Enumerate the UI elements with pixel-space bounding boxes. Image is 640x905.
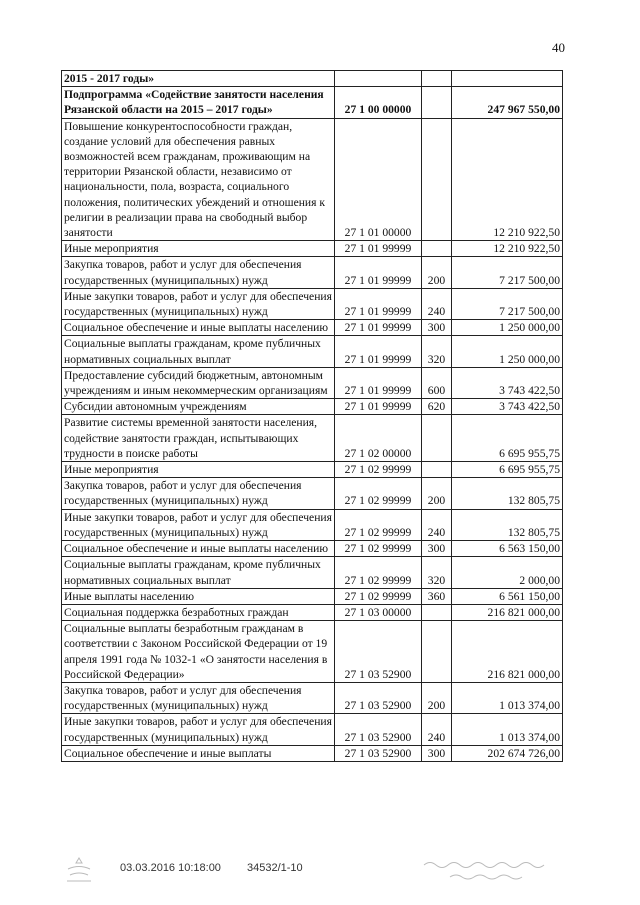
row-name: Повышение конкурентоспособности граждан, создание условий для обеспечения равных возможностей всем гражданам, проживающим на территории Рязанской области, независимо от национальности, пола, возраста, социального положения, политических убеждений и отношения к религии в реализации права на свободный выбор занятости — [62, 118, 335, 241]
row-vr: 360 — [422, 588, 452, 604]
row-code: 27 1 01 99999 — [335, 399, 422, 415]
row-name: Социальная поддержка безработных граждан — [62, 604, 335, 620]
budget-table-body — [62, 71, 563, 762]
row-sum: 202 674 726,00 — [452, 745, 563, 761]
row-sum: 7 217 500,00 — [452, 288, 563, 319]
budget-table — [61, 70, 563, 762]
signature-mark — [420, 855, 560, 883]
table-row — [62, 241, 563, 257]
table-row — [62, 367, 563, 398]
table-row — [62, 118, 563, 241]
row-name: Иные закупки товаров, работ и услуг для обеспечения государственных (муниципальных) нужд — [62, 509, 335, 540]
table-row — [62, 336, 563, 367]
table-row — [62, 257, 563, 288]
row-code: 27 1 03 52900 — [335, 714, 422, 745]
row-vr — [422, 462, 452, 478]
table-row — [62, 541, 563, 557]
row-sum: 12 210 922,50 — [452, 118, 563, 241]
row-sum: 6 695 955,75 — [452, 462, 563, 478]
row-vr — [422, 118, 452, 241]
page-number: 40 — [552, 40, 565, 55]
row-name: Иные выплаты населению — [62, 588, 335, 604]
table-row — [62, 604, 563, 620]
row-code: 27 1 03 52900 — [335, 621, 422, 683]
row-name: Социальное обеспечение и иные выплаты населению — [62, 320, 335, 336]
table-row — [62, 320, 563, 336]
row-name: Иные мероприятия — [62, 462, 335, 478]
table-row — [62, 87, 563, 118]
row-vr: 300 — [422, 320, 452, 336]
table-row — [62, 682, 563, 713]
row-code: 27 1 00 00000 — [335, 87, 422, 118]
row-sum: 1 013 374,00 — [452, 682, 563, 713]
row-sum: 247 967 550,00 — [452, 87, 563, 118]
row-sum: 132 805,75 — [452, 509, 563, 540]
row-code: 27 1 03 00000 — [335, 604, 422, 620]
row-code: 27 1 02 99999 — [335, 557, 422, 588]
footer-date: 03.03.2016 10:18:00 — [120, 862, 221, 874]
row-code: 27 1 02 99999 — [335, 462, 422, 478]
row-sum: 1 250 000,00 — [452, 320, 563, 336]
row-vr — [422, 621, 452, 683]
row-name: 2015 - 2017 годы» — [62, 71, 335, 87]
row-code: 27 1 03 52900 — [335, 745, 422, 761]
table-row — [62, 509, 563, 540]
table-row — [62, 714, 563, 745]
row-code: 27 1 01 99999 — [335, 336, 422, 367]
row-name: Социальное обеспечение и иные выплаты — [62, 745, 335, 761]
row-name: Развитие системы временной занятости населения, содействие занятости граждан, испытывающих трудности в поиске работы — [62, 415, 335, 462]
row-vr — [422, 71, 452, 87]
row-name: Социальное обеспечение и иные выплаты населению — [62, 541, 335, 557]
row-name: Субсидии автономным учреждениям — [62, 399, 335, 415]
row-sum: 216 821 000,00 — [452, 604, 563, 620]
row-sum: 6 695 955,75 — [452, 415, 563, 462]
table-row — [62, 462, 563, 478]
stamp-icon — [62, 855, 96, 885]
row-vr: 320 — [422, 336, 452, 367]
row-name: Предоставление субсидий бюджетным, автономным учреждениям и иным некоммерческим организациям — [62, 367, 335, 398]
row-name: Закупка товаров, работ и услуг для обеспечения государственных (муниципальных) нужд — [62, 257, 335, 288]
row-vr — [422, 604, 452, 620]
row-vr: 620 — [422, 399, 452, 415]
table-row — [62, 557, 563, 588]
row-name: Закупка товаров, работ и услуг для обеспечения государственных (муниципальных) нужд — [62, 478, 335, 509]
row-sum: 3 743 422,50 — [452, 367, 563, 398]
table-row — [62, 478, 563, 509]
row-code — [335, 71, 422, 87]
row-sum: 3 743 422,50 — [452, 399, 563, 415]
table-row — [62, 399, 563, 415]
row-name: Социальные выплаты гражданам, кроме публичных нормативных социальных выплат — [62, 557, 335, 588]
row-code: 27 1 03 52900 — [335, 682, 422, 713]
table-row — [62, 588, 563, 604]
row-name: Иные закупки товаров, работ и услуг для обеспечения государственных (муниципальных) нужд — [62, 714, 335, 745]
row-sum: 2 000,00 — [452, 557, 563, 588]
row-name: Подпрограмма «Содействие занятости населения Рязанской области на 2015 – 2017 годы» — [62, 87, 335, 118]
row-vr — [422, 87, 452, 118]
row-name: Иные мероприятия — [62, 241, 335, 257]
row-vr: 320 — [422, 557, 452, 588]
table-row — [62, 415, 563, 462]
row-vr: 200 — [422, 478, 452, 509]
row-code: 27 1 01 99999 — [335, 288, 422, 319]
row-sum: 6 563 150,00 — [452, 541, 563, 557]
row-vr: 600 — [422, 367, 452, 398]
row-sum: 1 250 000,00 — [452, 336, 563, 367]
row-sum: 6 561 150,00 — [452, 588, 563, 604]
table-row — [62, 71, 563, 87]
row-name: Закупка товаров, работ и услуг для обеспечения государственных (муниципальных) нужд — [62, 682, 335, 713]
row-vr: 240 — [422, 714, 452, 745]
table-row — [62, 288, 563, 319]
row-code: 27 1 01 99999 — [335, 257, 422, 288]
row-name: Социальные выплаты гражданам, кроме публичных нормативных социальных выплат — [62, 336, 335, 367]
footer-doc-id: 34532/1-10 — [247, 862, 303, 874]
row-code: 27 1 01 99999 — [335, 241, 422, 257]
row-code: 27 1 02 99999 — [335, 478, 422, 509]
table-row — [62, 745, 563, 761]
row-sum: 132 805,75 — [452, 478, 563, 509]
table-row — [62, 621, 563, 683]
row-vr: 240 — [422, 288, 452, 319]
row-vr — [422, 241, 452, 257]
row-sum: 1 013 374,00 — [452, 714, 563, 745]
row-vr: 240 — [422, 509, 452, 540]
row-sum: 7 217 500,00 — [452, 257, 563, 288]
row-code: 27 1 02 00000 — [335, 415, 422, 462]
row-code: 27 1 01 00000 — [335, 118, 422, 241]
row-code: 27 1 02 99999 — [335, 588, 422, 604]
row-name: Иные закупки товаров, работ и услуг для обеспечения государственных (муниципальных) нужд — [62, 288, 335, 319]
row-vr: 200 — [422, 682, 452, 713]
row-vr: 300 — [422, 541, 452, 557]
row-name: Социальные выплаты безработным гражданам в соответствии с Законом Российской Федерации от 19 апреля 1991 года № 1032-1 «О занятости населения в Российской Федерации» — [62, 621, 335, 683]
row-code: 27 1 01 99999 — [335, 367, 422, 398]
row-vr — [422, 415, 452, 462]
row-code: 27 1 02 99999 — [335, 541, 422, 557]
row-sum: 216 821 000,00 — [452, 621, 563, 683]
row-sum: 12 210 922,50 — [452, 241, 563, 257]
row-vr: 200 — [422, 257, 452, 288]
row-code: 27 1 02 99999 — [335, 509, 422, 540]
row-sum — [452, 71, 563, 87]
row-code: 27 1 01 99999 — [335, 320, 422, 336]
row-vr: 300 — [422, 745, 452, 761]
